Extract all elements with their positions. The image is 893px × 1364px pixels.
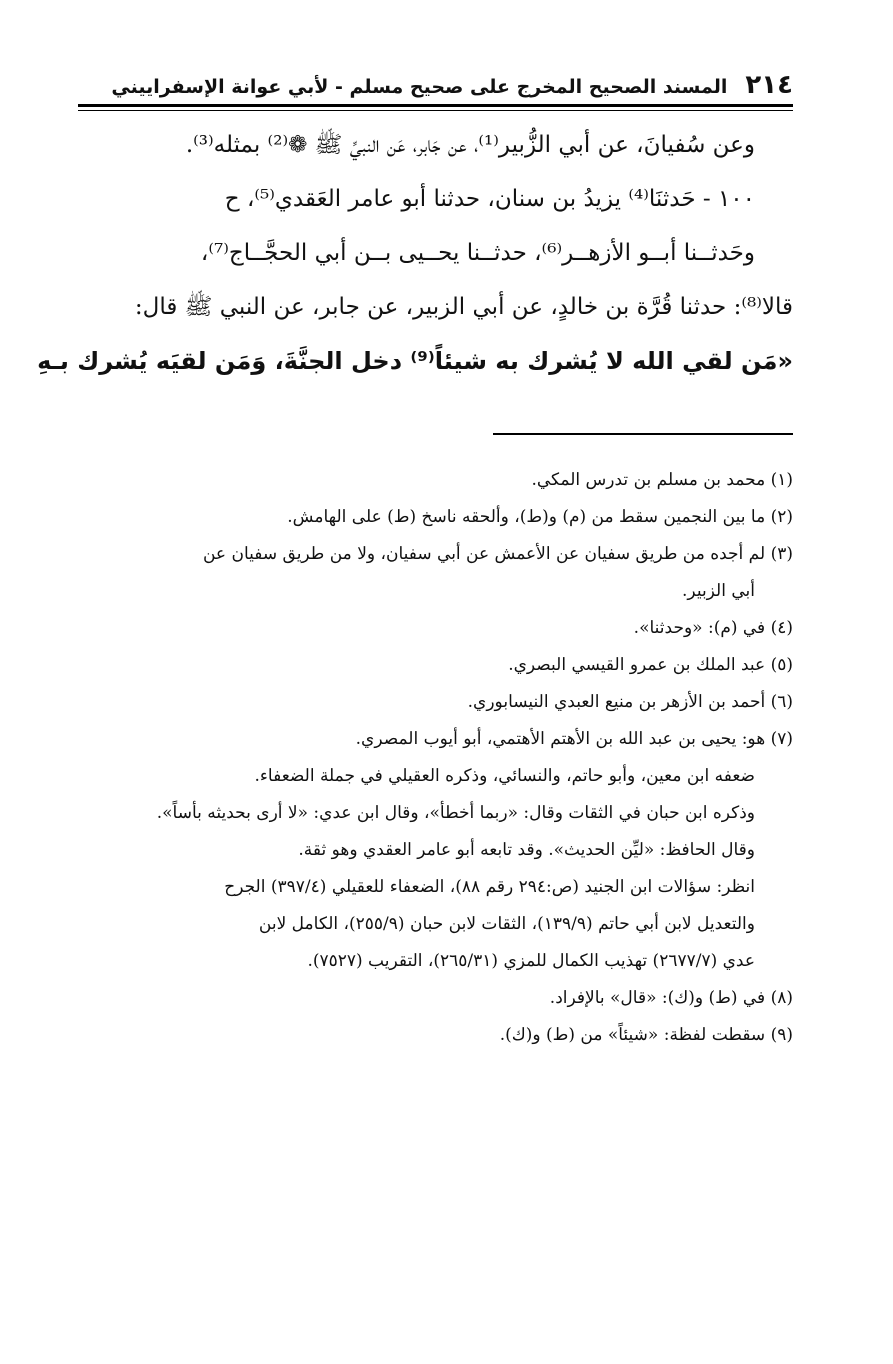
footnote-7-line-5: انظر: سؤالات ابن الجنيد (ص:٢٩٤ رقم ٨٨)، الضعفاء للعقيلي (٣٩٧/٤) الجرح bbox=[224, 877, 755, 897]
footnote-8: (٨) في (ط) و(ك): «قال» بالإفراد. bbox=[549, 988, 793, 1008]
footnote-1: (١) محمد بن مسلم بن تدرس المكي. bbox=[531, 470, 793, 490]
footnote-7: (٧) هو: يحيى بن عبد الله بن الأهتم الأهتمي، أبو أيوب المصري. bbox=[355, 729, 793, 749]
footnote-5: (٥) عبد الملك بن عمرو القيسي البصري. bbox=[508, 655, 793, 675]
footnote-7-line-4: وقال الحافظ: «ليِّن الحديث». وقد تابعه أبو عامر العقدي وهو ثقة. bbox=[298, 840, 755, 860]
main-line-3: وحَدثــنا أبــو الأزهــر⁽⁶⁾، حدثــنا يحــيى بــن أبي الحجَّــاج⁽⁷⁾، bbox=[200, 240, 755, 266]
page-number: ٢١٤ bbox=[745, 70, 793, 100]
footnote-7-line-6: والتعديل لابن أبي حاتم (١٣٩/٩)، الثقات لابن حبان (٢٥٥/٩)، الكامل لابن bbox=[258, 914, 755, 934]
main-line-2: ١٠٠ - حَدثنَا⁽⁴⁾ يزيدُ بن سنان، حدثنا أبو عامر العَقدي⁽⁵⁾، ح bbox=[224, 186, 755, 212]
main-line-4: قالا⁽⁸⁾: حدثنا قُرَّة بن خالدٍ، عن أبي الزبير، عن جابر، عن النبي ﷺ قال: bbox=[134, 294, 793, 320]
footnotes bbox=[78, 462, 793, 1054]
header-rule-thin bbox=[78, 110, 793, 111]
main-line-1: وعن سُفيانَ، عن أبي الزُّبير⁽¹⁾، عن جَابر، عَن النبيِّ ﷺ ❁⁽²⁾ بمثله⁽³⁾. bbox=[185, 132, 755, 158]
running-header bbox=[78, 70, 793, 104]
footnote-7-line-7: عدي (٢٦٧٧/٧) تهذيب الكمال للمزي (٢٦٥/٣١)، التقريب (٧٥٢٧). bbox=[307, 951, 755, 971]
running-title: المسند الصحيح المخرج على صحيح مسلم - لأبي عوانة الإسفراييني bbox=[111, 76, 728, 98]
footnote-6: (٦) أحمد بن الأزهر بن منيع العبدي النيسابوري. bbox=[467, 692, 793, 712]
main-text bbox=[37, 118, 793, 388]
footnote-7-line-3: وذكره ابن حبان في الثقات وقال: «ربما أخطأ»، وقال ابن عدي: «لا أرى بحديثه بأساً». bbox=[156, 803, 755, 823]
main-line-5: «مَن لقي الله لا يُشرك به شيئاً⁽⁹⁾ دخل الجنَّةَ، وَمَن لقيَه يُشرك بـهِ bbox=[37, 347, 793, 375]
footnote-7-line-2: ضعفه ابن معين، وأبو حاتم، والنسائي، وذكره العقيلي في جملة الضعفاء. bbox=[254, 766, 755, 786]
footnote-9: (٩) سقطت لفظة: «شيئاً» من (ط) و(ك). bbox=[499, 1025, 793, 1045]
footnote-3-cont: أبي الزبير. bbox=[682, 581, 755, 601]
header-rule-thick bbox=[78, 104, 793, 107]
footnote-separator bbox=[493, 433, 793, 435]
footnote-4: (٤) في (م): «وحدثنا». bbox=[633, 618, 793, 638]
footnote-3: (٣) لم أجده من طريق سفيان عن الأعمش عن أبي سفيان، ولا من طريق سفيان عن bbox=[202, 544, 793, 564]
footnote-2: (٢) ما بين النجمين سقط من (م) و(ط)، وألحقه ناسخ (ط) على الهامش. bbox=[287, 507, 793, 527]
